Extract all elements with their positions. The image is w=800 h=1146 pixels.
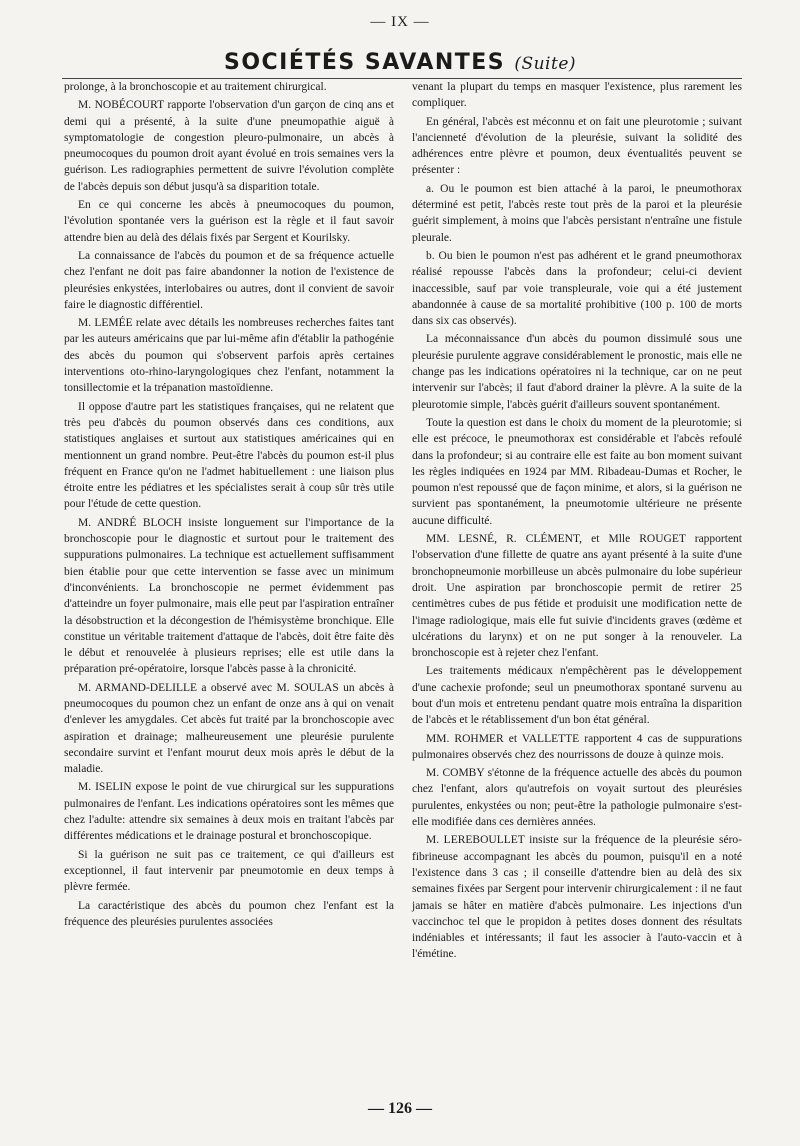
paragraph: M. ARMAND-DELILLE a observé avec M. SOULAS un abcès à pneumocoques du poumon chez un enfant de onze ans à qui on venait d'enlever les amygdales. Cet abcès fut traité par la bronchoscopie avec aspiration et drainage; malheureusement une pleurésie purulente secondaire survint et l'enfant mourut deux mois après le début de la maladie. <box>64 681 394 776</box>
page-number: — 126 — <box>368 1100 432 1117</box>
title-suite: (Suite) <box>514 54 577 74</box>
paragraph: En ce qui concerne les abcès à pneumocoques du poumon, l'évolution spontanée vers la guérison est la règle et il faut savoir attendre bien au delà des délais fixés par Sergent et Kourilsky. <box>64 199 394 244</box>
paragraph: venant la plupart du temps en masquer l'existence, plus rarement les compliquer. <box>412 81 742 110</box>
paragraph: MM. LESNÉ, R. CLÉMENT, et Mlle ROUGET rapportent l'observation d'une fillette de quatre ans ayant présenté à la suite d'une bronchopneumonie morbilleuse un abcès pulmonaire du lobe supérieur droit. Une aspiration par bronchoscopie permit de retirer 25 centimètres cubes de pus fétide et produisit une modification nette de l'image radiologique, mais elle fut suivie d'incidents graves (œdème et ulcérations du larynx) et on ne put songer à la renouveler. La bronchoscopie est à rejeter chez l'enfant. <box>412 533 742 660</box>
paragraph: Les traitements médicaux n'empêchèrent pas le développement d'une cachexie profonde; seul un pneumothorax spontané survenu au bout d'un mois et entretenu pendant quatre mois entraîna la disparition de l'abcès et le rétablissement d'un bon état général. <box>412 665 742 727</box>
paragraph: MM. ROHMER et VALLETTE rapportent 4 cas de suppurations pulmonaires observés chez des nourrissons de douze à quinze mois. <box>412 732 742 761</box>
paragraph: M. ANDRÉ BLOCH insiste longuement sur l'importance de la bronchoscopie pour le diagnostic et surtout pour le traitement des suppurations pulmonaires. La technique est actuellement suffisamment bien établie pour que cette intervention se fasse avec un minimum d'inconvénients. La bronchoscopie ne permet évidemment pas d'atteindre un foyer pulmonaire, mais elle peut par l'aspiration entraîner la désobstruction et la décongestion de l'hémisystème bronchique. Elle constitue un véritable traitement d'attaque de l'abcès, doit être faite dès le début et renouvelée à plusieurs reprises; elle est utile dans la préparation pré-opératoire, lorsque l'abcès passe à la chronicité. <box>64 516 394 676</box>
paragraph: M. NOBÉCOURT rapporte l'observation d'un garçon de cinq ans et demi qui a présenté, à la suite d'une pneumopathie aiguë à symptomatologie de congestion pleuro-pulmonaire, un abcès à pneumocoques du poumon droit ayant évolué en trois semaines vers la guérison. Les radiographies permettent de suivre l'évolution complète de l'abcès depuis son début jusqu'à sa disparition totale. <box>64 99 394 193</box>
left-column <box>64 79 394 932</box>
paragraph: b. Ou bien le poumon n'est pas adhérent et le grand pneumothorax réalisé repousse l'abcès dans la profondeur; celui-ci devient inaccessible, sauf par voie transpleurale, voie qui a été justement abandonnée à cause de sa mortalité prohibitive (100 p. 100 de morts dans six cas observés). <box>412 249 742 328</box>
roman-page-number: — IX — <box>370 14 430 30</box>
paragraph: La connaissance de l'abcès du poumon et de sa fréquence actuelle chez l'enfant ne doit pas faire abandonner la notion de l'existence de pleurésies enkystées, interlobaires ou autres, dont il convient de savoir faire le diagnostic différentiel. <box>64 249 394 311</box>
paragraph: Si la guérison ne suit pas ce traitement, ce qui d'ailleurs est exceptionnel, il faut intervenir par pneumotomie en deux temps à plèvre fermée. <box>64 848 394 894</box>
title-text: SOCIÉTÉS SAVANTES <box>223 50 506 75</box>
running-title <box>0 50 800 75</box>
paragraph: M. LEMÉE relate avec détails les nombreuses recherches faites tant par les auteurs américains que par lui-même afin d'établir la pathogénie des abcès du poumon qui s'observent parfois après certaines interventions oto-rhino-laryngologiques chez l'enfant, notamment la tonsillectomie et la trépanation mastoïdienne. <box>64 317 394 395</box>
paragraph: La méconnaissance d'un abcès du poumon dissimulé sous une pleurésie purulente aggrave considérablement le pronostic, mais elle ne change pas les indications opératoires ni la technique, car on ne peut intervenir sur l'abcès; il faut d'abord drainer la plèvre. A la suite de la pleurotomie simple, l'abcès guérit d'ailleurs souvent spontanément. <box>412 333 742 411</box>
paragraph: Toute la question est dans le choix du moment de la pleurotomie; si elle est précoce, le pneumothorax est considérable et l'abcès refoulé dans la profondeur; si au contraire elle est faite au bon moment suivant les règles indiquées en 1924 par MM. Ribadeau-Dumas et Rocher, le poumon n'est repoussé que de façon minime, et alors, si la guérison ne survient pas spontanément, la pneumotomie ultérieure ne présente aucune difficulté. <box>412 416 742 527</box>
right-column <box>412 79 742 965</box>
paragraph: Il oppose d'autre part les statistiques françaises, qui ne relatent que très peu d'abcès du poumon observés dans ces conditions, aux statistiques anglaises et surtout aux statistiques américaines qui en mentionnent un grand nombre. Peut-être l'abcès du poumon est-il plus fréquent en France qu'on ne l'admet habituellement : une liaison plus étroite entre les pédiatres et les spécialistes serait à coup sûr très utile pour l'étude de cette question. <box>64 400 394 511</box>
paragraph: M. LEREBOULLET insiste sur la fréquence de la pleurésie séro-fibrineuse accompagnant les abcès du poumon, puisqu'il en a noté l'existence dans 3 cas ; il conseille d'attendre bien au delà des six semaines fixées par Sergent pour intervenir chirurgicalement : il ne faut jamais se hâter en matière d'abcès pulmonaire. Les injections d'un vaccinchoc tel que le propidon à petites doses donnent des résultats indéniables et intéressants; il faut les associer à l'auto-vaccin et à l'émétine. <box>412 834 742 961</box>
paragraph: M. COMBY s'étonne de la fréquence actuelle des abcès du poumon chez l'enfant, alors qu'autrefois on voyait surtout des pleurésies purulentes, enkystées ou non; peut-être la pathologie pulmonaire s'est-elle modifiée dans ces dernières années. <box>412 767 742 829</box>
paragraph: En général, l'abcès est méconnu et on fait une pleurotomie ; suivant l'ancienneté d'évolution de la pleurésie, suivant la solidité des adhérences entre plèvre et poumon, deux éventualités peuvent se présenter : <box>412 115 742 177</box>
paragraph: a. Ou le poumon est bien attaché à la paroi, le pneumothorax déterminé est petit, l'abcès reste tout près de la paroi et la pleurésie guérit simplement, à moins que l'abcès persistant n'entraîne une fistule pleurale. <box>412 182 742 244</box>
paragraph: La caractéristique des abcès du poumon chez l'enfant est la fréquence des pleurésies purulentes associées <box>64 899 394 928</box>
paragraph: prolonge, à la bronchoscopie et au traitement chirurgical. <box>64 81 327 93</box>
paragraph: M. ISELIN expose le point de vue chirurgical sur les suppurations pulmonaires de l'enfant. Les indications opératoires sont les mêmes que chez l'adulte: attendre six semaines à deux mois en traitant l'abcès par différentes médications et le drainage postural et bronchoscopique. <box>64 781 394 843</box>
